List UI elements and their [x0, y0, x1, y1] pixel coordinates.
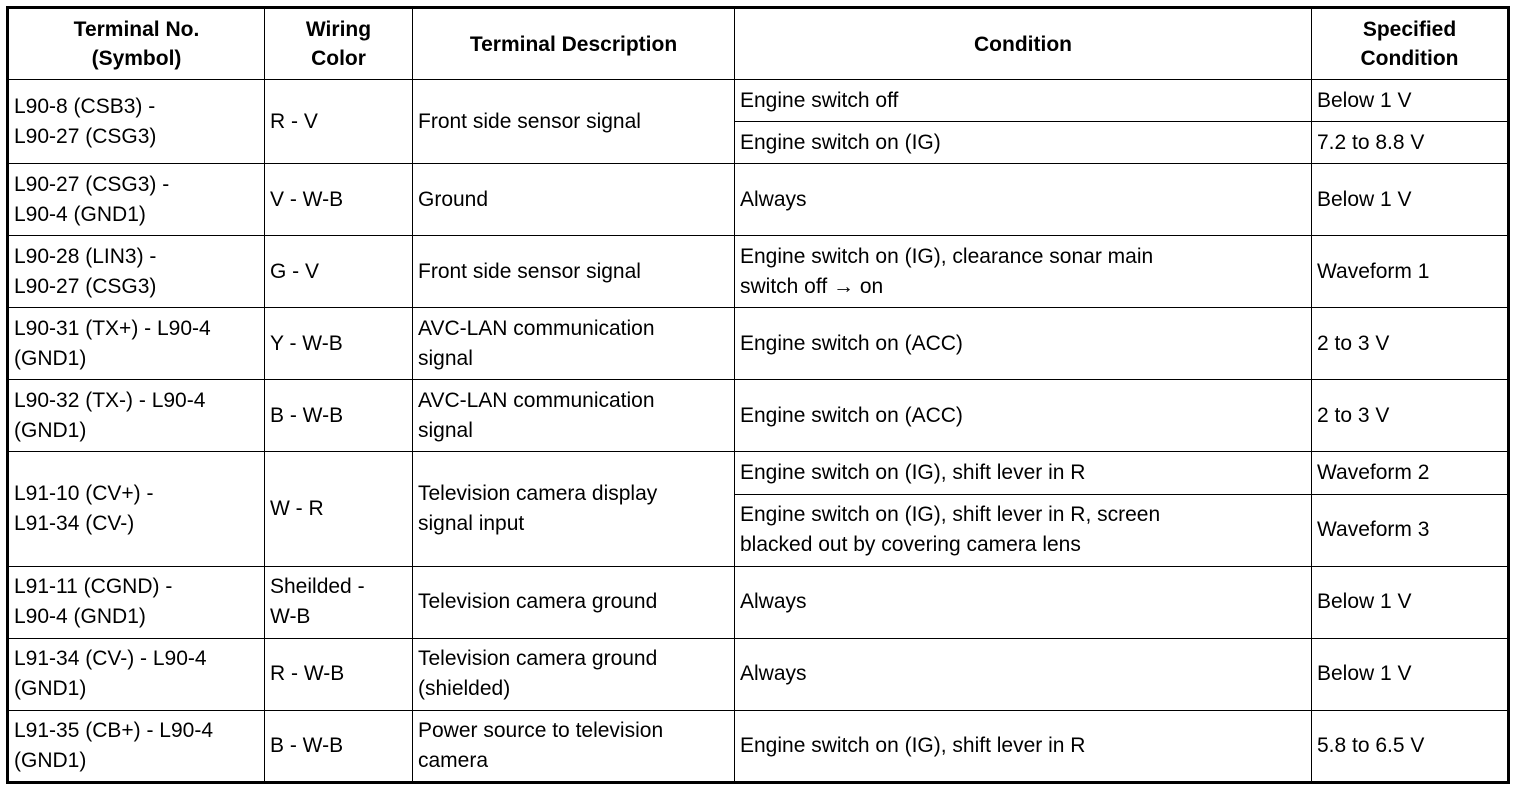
condition-cell: Engine switch off [735, 80, 1312, 122]
header-terminal-no: Terminal No. (Symbol) [8, 8, 265, 80]
terminal-cell: L90-32 (TX-) - L90-4 (GND1) [8, 380, 265, 452]
terminal-cell: L90-8 (CSB3) - L90-27 (CSG3) [8, 80, 265, 164]
specified-condition-cell: Below 1 V [1312, 164, 1509, 236]
condition-cell: Always [735, 566, 1312, 638]
terminal-cell: L90-27 (CSG3) - L90-4 (GND1) [8, 164, 265, 236]
condition-cell: Engine switch on (IG), shift lever in R [735, 710, 1312, 782]
specified-condition-cell: 7.2 to 8.8 V [1312, 122, 1509, 164]
terminal-cell: L90-31 (TX+) - L90-4 (GND1) [8, 308, 265, 380]
specified-condition-cell: Waveform 3 [1312, 494, 1509, 566]
specified-condition-cell: Waveform 1 [1312, 236, 1509, 308]
header-terminal-description: Terminal Description [413, 8, 735, 80]
description-cell: Television camera display signal input [413, 452, 735, 566]
description-cell: Front side sensor signal [413, 236, 735, 308]
wiring-color-cell: W - R [265, 452, 413, 566]
header-wiring-color: Wiring Color [265, 8, 413, 80]
table-row [8, 308, 1509, 380]
wiring-color-cell: G - V [265, 236, 413, 308]
terminal-cell: L90-28 (LIN3) - L90-27 (CSG3) [8, 236, 265, 308]
description-cell: Front side sensor signal [413, 80, 735, 164]
wiring-color-cell: R - V [265, 80, 413, 164]
condition-cell: Always [735, 638, 1312, 710]
description-cell: Television camera ground (shielded) [413, 638, 735, 710]
wiring-color-cell: V - W-B [265, 164, 413, 236]
condition-cell: Engine switch on (IG), shift lever in R [735, 452, 1312, 494]
specified-condition-cell: Below 1 V [1312, 566, 1509, 638]
table-row [8, 710, 1509, 782]
terminal-cell: L91-11 (CGND) - L90-4 (GND1) [8, 566, 265, 638]
description-cell: Power source to television camera [413, 710, 735, 782]
table-row [8, 164, 1509, 236]
terminal-cell: L91-35 (CB+) - L90-4 (GND1) [8, 710, 265, 782]
description-cell: Television camera ground [413, 566, 735, 638]
table-row [8, 638, 1509, 710]
table-row [8, 380, 1509, 452]
table-row [8, 80, 1509, 122]
header-row [8, 8, 1509, 80]
condition-cell: Always [735, 164, 1312, 236]
wiring-color-cell: Sheilded - W-B [265, 566, 413, 638]
description-cell: AVC-LAN communication signal [413, 380, 735, 452]
wiring-color-cell: Y - W-B [265, 308, 413, 380]
specified-condition-cell: 5.8 to 6.5 V [1312, 710, 1509, 782]
description-cell: Ground [413, 164, 735, 236]
terminal-spec-table [6, 6, 1510, 784]
specified-condition-cell: 2 to 3 V [1312, 308, 1509, 380]
specified-condition-cell: Below 1 V [1312, 80, 1509, 122]
description-cell: AVC-LAN communication signal [413, 308, 735, 380]
header-condition: Condition [735, 8, 1312, 80]
table-row [8, 236, 1509, 308]
condition-cell: Engine switch on (IG), clearance sonar main switch off → on [735, 236, 1312, 308]
condition-cell: Engine switch on (ACC) [735, 308, 1312, 380]
wiring-color-cell: B - W-B [265, 710, 413, 782]
condition-cell: Engine switch on (IG), shift lever in R, screen blacked out by covering camera lens [735, 494, 1312, 566]
specified-condition-cell: Waveform 2 [1312, 452, 1509, 494]
wiring-color-cell: R - W-B [265, 638, 413, 710]
table-row [8, 452, 1509, 494]
specified-condition-cell: Below 1 V [1312, 638, 1509, 710]
wiring-color-cell: B - W-B [265, 380, 413, 452]
condition-cell: Engine switch on (IG) [735, 122, 1312, 164]
specified-condition-cell: 2 to 3 V [1312, 380, 1509, 452]
terminal-cell: L91-10 (CV+) - L91-34 (CV-) [8, 452, 265, 566]
condition-cell: Engine switch on (ACC) [735, 380, 1312, 452]
header-specified-condition: Specified Condition [1312, 8, 1509, 80]
table-row [8, 566, 1509, 638]
terminal-cell: L91-34 (CV-) - L90-4 (GND1) [8, 638, 265, 710]
